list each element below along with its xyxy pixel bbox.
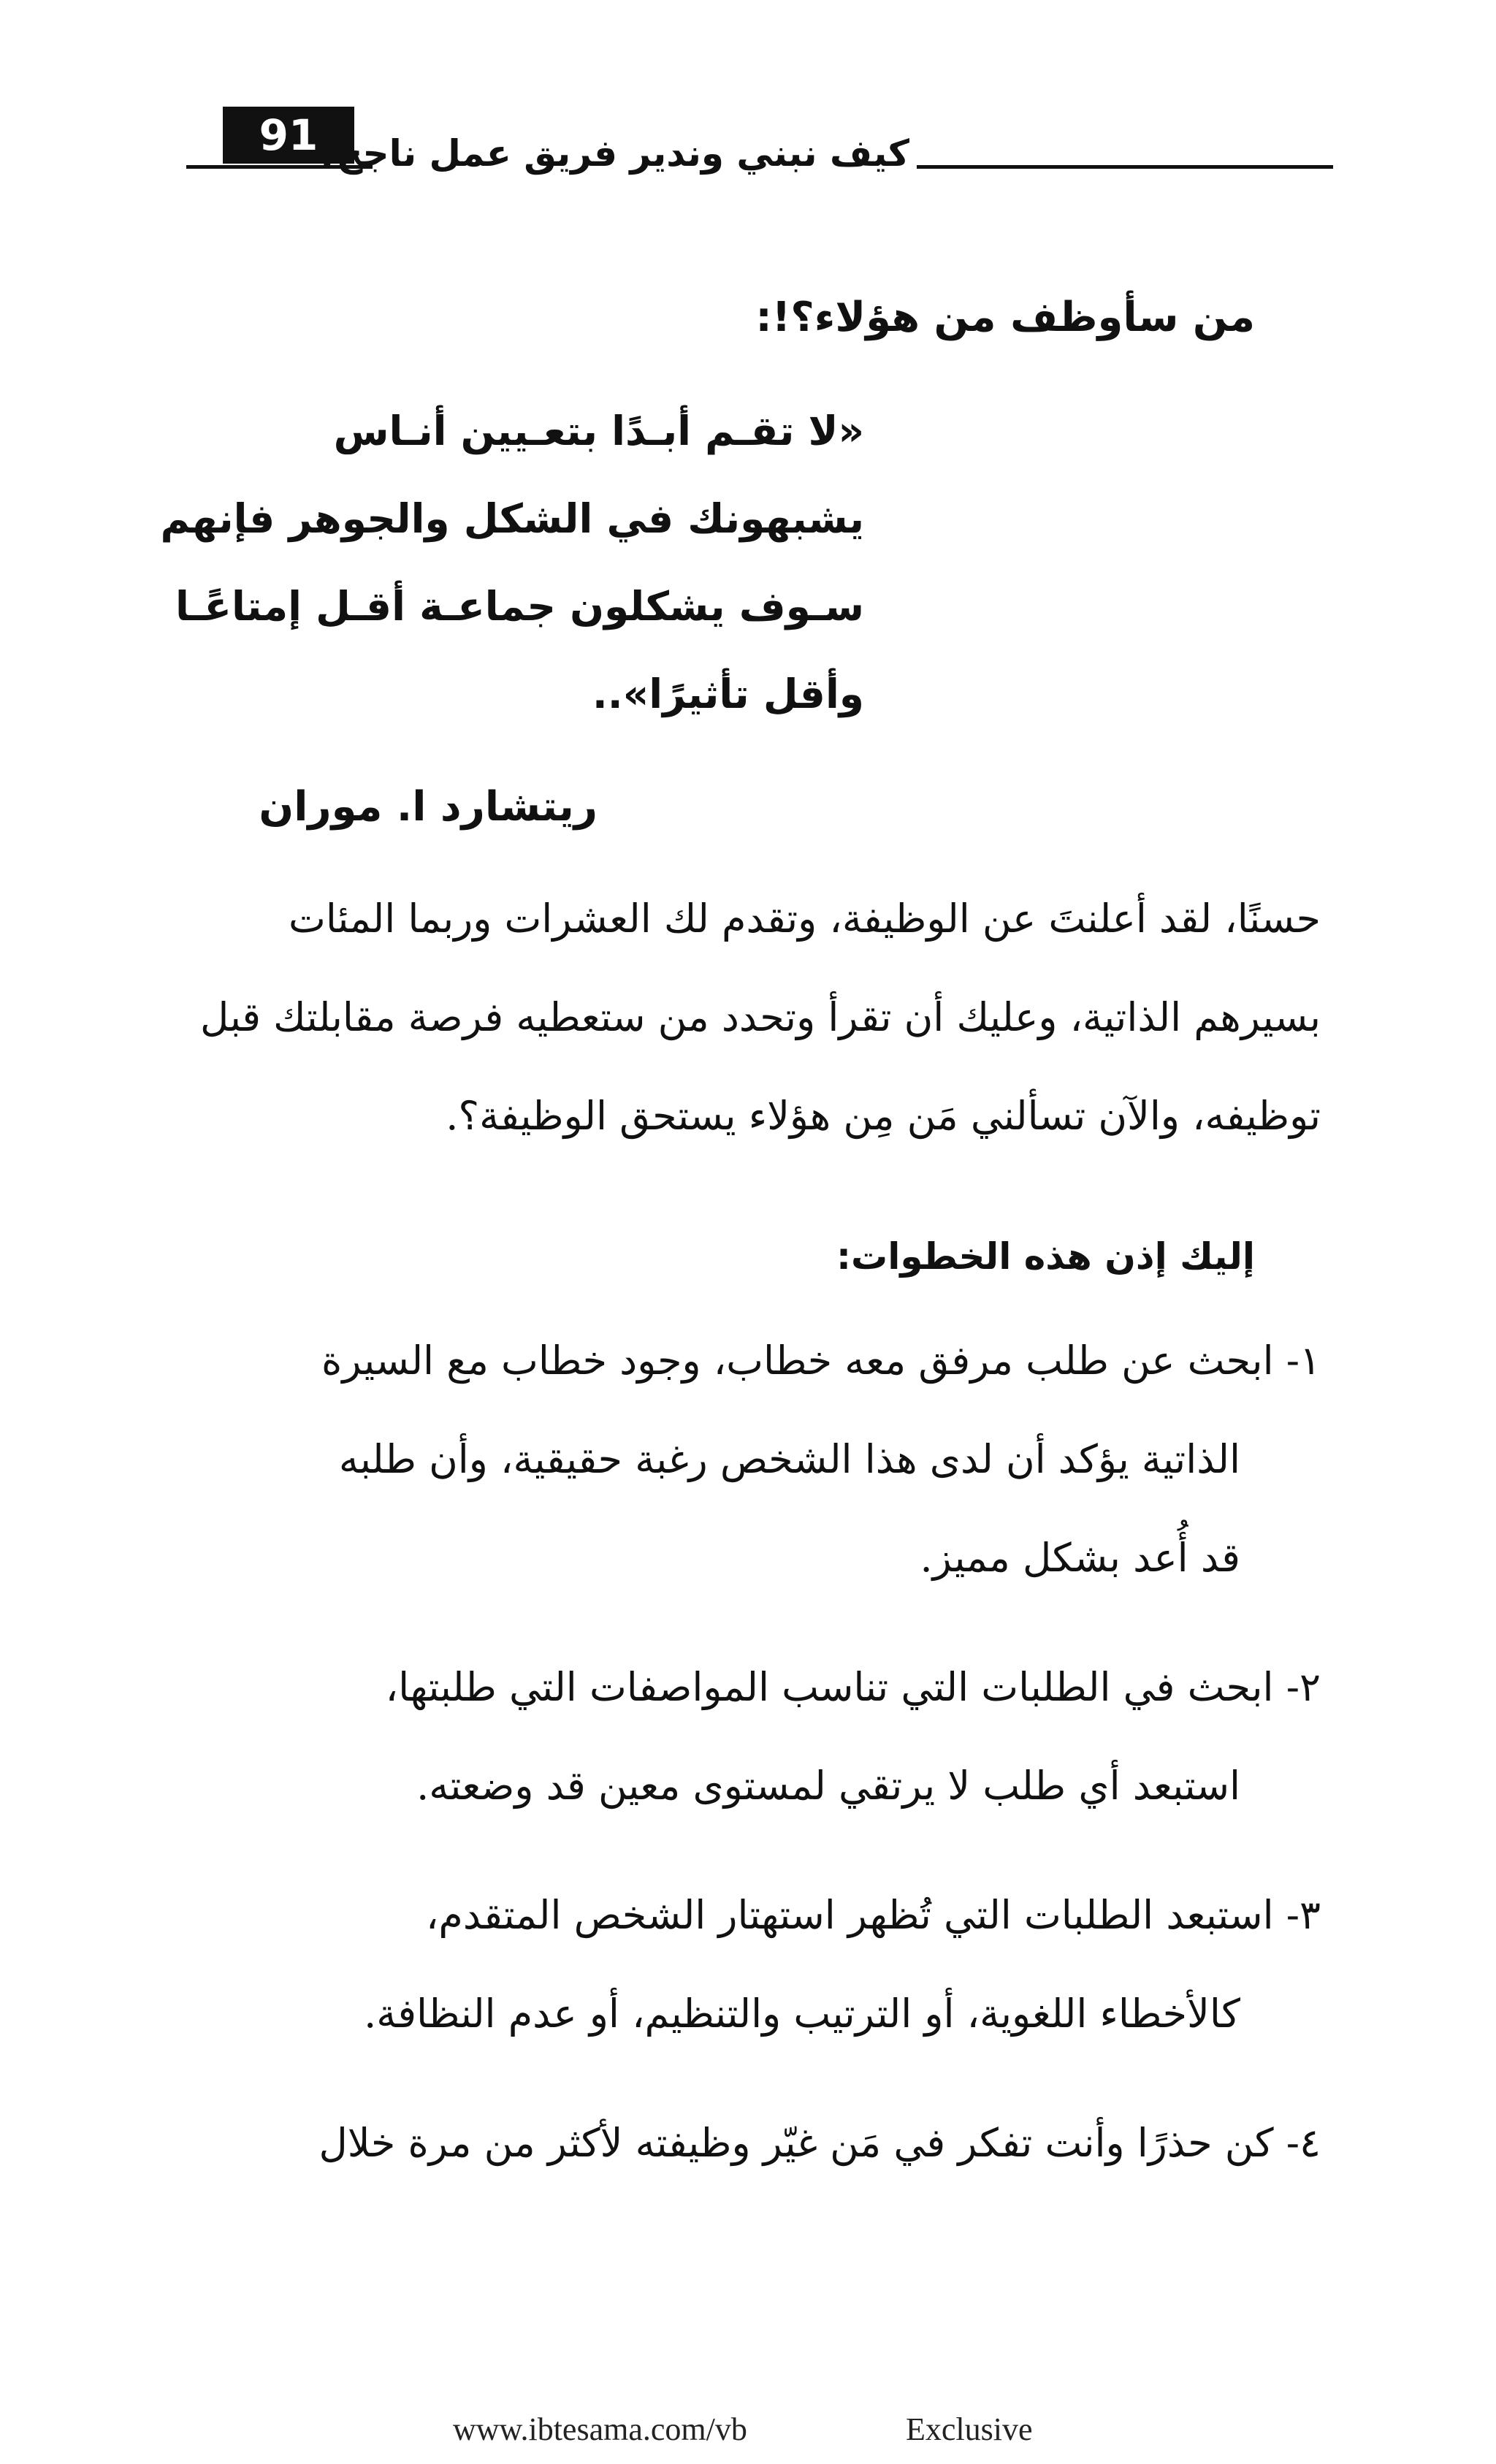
footer-tag: Exclusive [906, 2411, 1033, 2447]
paragraph-line: توظيفه، والآن تسألني مَن مِن هؤلاء يستحق الوظيفة؟. [446, 1093, 1321, 1139]
page-footer [453, 2411, 1110, 2455]
steps-list [167, 1311, 1321, 2223]
header-rule [917, 165, 1333, 169]
list-item-line: الذاتية يؤكد أن لدى هذا الشخص رغبة حقيقية، وأن طلبه [338, 1436, 1240, 1482]
quote-line: سـوف يشكلون جماعـة أقـل إمتاعًـا [175, 583, 864, 630]
list-item-line: قد أُعد بشكل مميز. [920, 1535, 1240, 1581]
list-item-line: ١- ابحث عن طلب مرفق معه خطاب، وجود خطاب مع السيرة [321, 1338, 1321, 1384]
list-item-line: ٢- ابحث في الطلبات التي تناسب المواصفات التي طلبتها، [385, 1664, 1321, 1710]
page-number: 91 [223, 107, 354, 164]
quote-author: ريتشارد ا. موران [259, 783, 598, 831]
intro-paragraph [167, 869, 1321, 1165]
section-heading: من سأوظف من هؤلاء؟!: [755, 294, 1255, 341]
footer-url: www.ibtesama.com/vb [453, 2411, 747, 2447]
list-item [167, 1311, 1321, 1607]
quote-line: «لا تقـم أبـدًا بتعـيين أنـاس [333, 408, 864, 454]
paragraph-line: بسيرهم الذاتية، وعليك أن تقرأ وتحدد من ستعطيه فرصة مقابلتك قبل [200, 994, 1321, 1040]
running-header [186, 102, 1333, 183]
list-item [167, 1638, 1321, 1835]
list-item-line: ٤- كن حذرًا وأنت تفكر في مَن غيّر وظيفته لأكثر من مرة خلال [318, 2120, 1321, 2166]
epigraph-quote [160, 387, 864, 738]
list-item-line: استبعد أي طلب لا يرتقي لمستوى معين قد وضعته. [416, 1763, 1240, 1809]
steps-heading: إليك إذن هذه الخطوات: [836, 1235, 1255, 1278]
quote-line: وأقل تأثيرًا».. [592, 671, 864, 717]
quote-line: يشبهونك في الشكل والجوهر فإنهم [160, 495, 864, 542]
list-item [167, 2094, 1321, 2192]
running-title: كيف نبني وندير فريق عمل ناجح؟ [315, 132, 909, 175]
list-item-line: كالأخطاء اللغوية، أو الترتيب والتنظيم، أو عدم النظافة. [364, 1991, 1240, 2037]
list-item-line: ٣- استبعد الطلبات التي تُظهر استهتار الشخص المتقدم، [425, 1892, 1321, 1938]
paragraph-line: حسنًا، لقد أعلنتَ عن الوظيفة، وتقدم لك العشرات وربما المئات [289, 896, 1321, 942]
list-item [167, 1866, 1321, 2063]
